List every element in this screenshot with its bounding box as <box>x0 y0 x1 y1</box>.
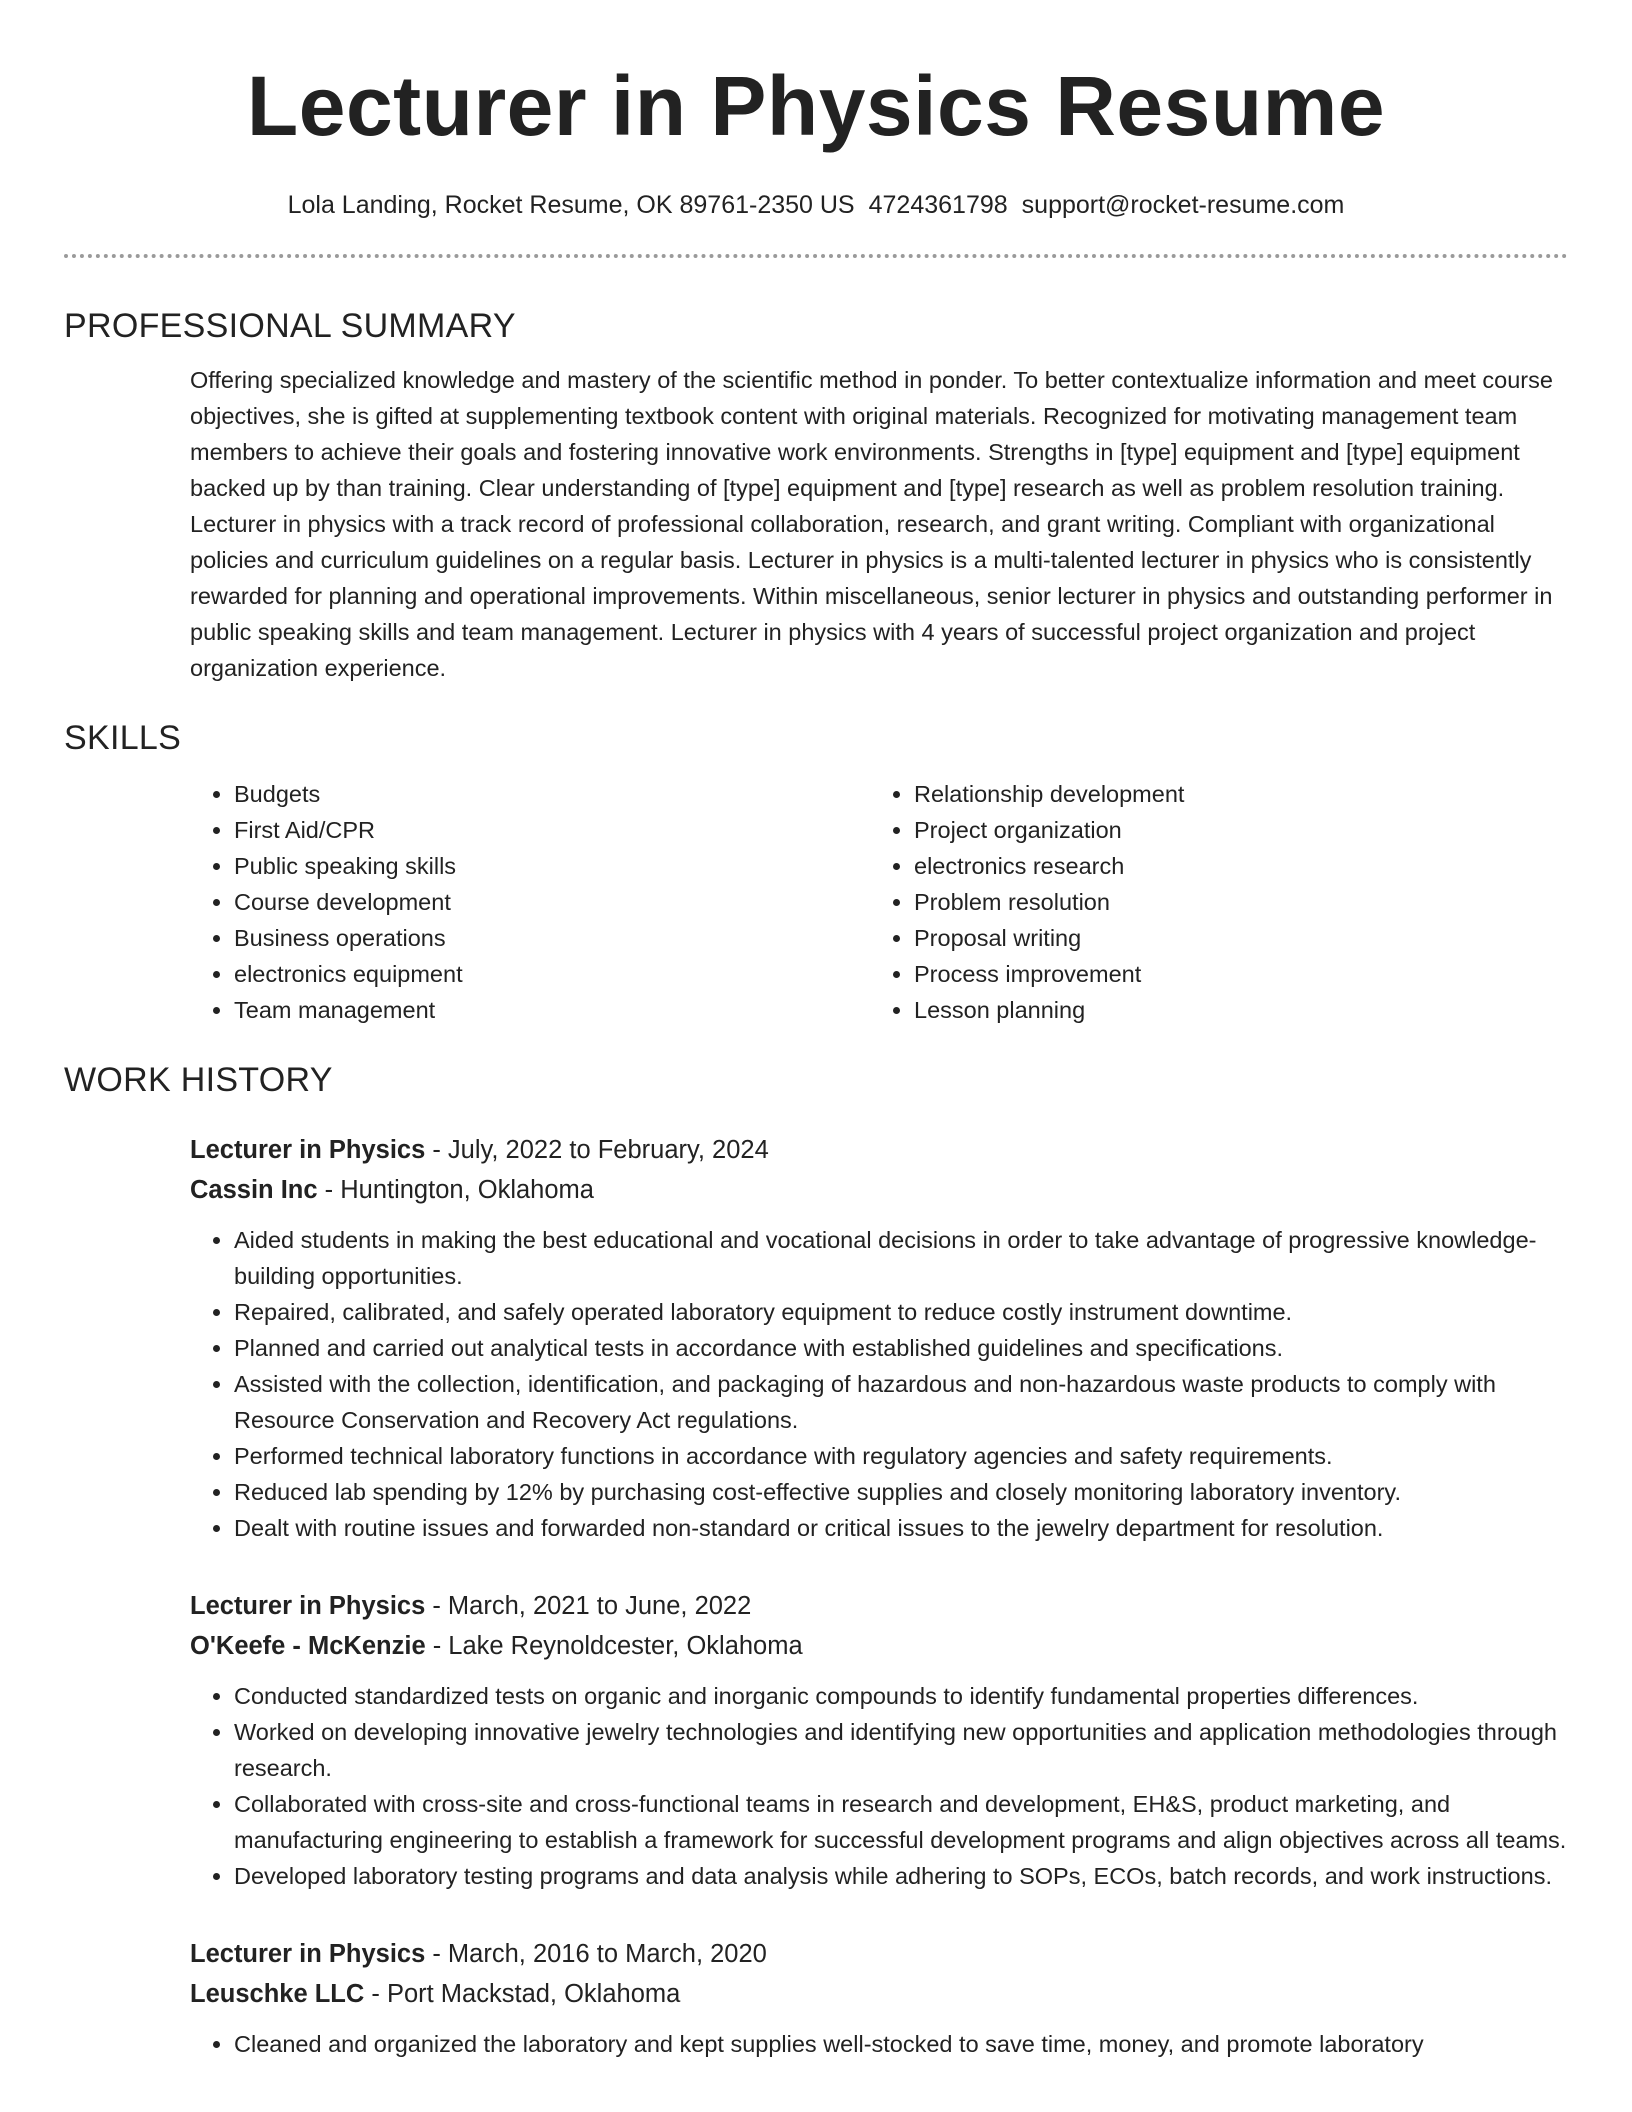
skill-item: • electronics research <box>914 848 1184 884</box>
job-title: Lecturer in Physics <box>190 1136 426 1164</box>
job-bullet: • Assisted with the collection, identification, and packaging of hazardous and non-hazardous waste products to comply with Resource Conservation and Recovery Act regulations. <box>234 1366 1568 1438</box>
job-bullet: • Performed technical laboratory functions in accordance with regulatory agencies and safety requirements. <box>234 1438 1568 1474</box>
job-dates: - March, 2021 to June, 2022 <box>425 1592 752 1620</box>
job-bullet: • Conducted standardized tests on organic and inorganic compounds to identify fundamental properties differences. <box>234 1678 1568 1714</box>
job-bullet: • Planned and carried out analytical tests in accordance with established guidelines and specifications. <box>234 1330 1568 1366</box>
skill-item: • Project organization <box>914 812 1184 848</box>
skill-item: • Process improvement <box>914 956 1184 992</box>
skill-item: • Public speaking skills <box>234 848 870 884</box>
job-title: Lecturer in Physics <box>190 1592 426 1620</box>
job-entry <box>190 1586 1568 1894</box>
skill-item: • Business operations <box>234 920 870 956</box>
job-location: - Huntington, Oklahoma <box>317 1176 594 1204</box>
skill-item: • Course development <box>234 884 870 920</box>
skill-item: • Team management <box>234 992 870 1028</box>
work-heading: WORK HISTORY <box>64 1061 333 1099</box>
job-company-line <box>190 1170 1568 1210</box>
contact-line <box>64 190 1568 220</box>
skills-section <box>64 776 1568 1028</box>
job-bullet: • Cleaned and organized the laboratory and kept supplies well-stocked to save time, money, and promote laboratory <box>234 2026 1568 2062</box>
job-bullets <box>190 1678 1568 1894</box>
skills-right-list <box>870 776 1184 1028</box>
resume-title: Lecturer in Physics Resume <box>246 59 1386 153</box>
job-bullets <box>190 1222 1568 1546</box>
job-company-line <box>190 1974 1568 2014</box>
job-entry <box>190 1934 1568 2062</box>
summary-section <box>64 362 1568 686</box>
work-history-section <box>64 1130 1568 2062</box>
job-bullet: • Developed laboratory testing programs and data analysis while adhering to SOPs, ECOs, batch records, and work instructions. <box>234 1858 1568 1894</box>
summary-heading: PROFESSIONAL SUMMARY <box>64 307 516 345</box>
job-company: O'Keefe - McKenzie <box>190 1632 426 1660</box>
job-location: - Lake Reynoldcester, Oklahoma <box>425 1632 803 1660</box>
skill-item: • First Aid/CPR <box>234 812 870 848</box>
contact-address: Lola Landing, Rocket Resume, OK 89761-2350 US <box>287 191 855 219</box>
skill-item: • Lesson planning <box>914 992 1184 1028</box>
job-title-line <box>190 1130 1568 1170</box>
skills-columns <box>190 776 1568 1028</box>
contact-phone: 4724361798 <box>868 191 1008 219</box>
job-dates: - July, 2022 to February, 2024 <box>425 1136 769 1164</box>
skill-item: • Problem resolution <box>914 884 1184 920</box>
job-bullet: • Collaborated with cross-site and cross-functional teams in research and development, EH&S, product marketing, and manufacturing engineering to establish a framework for successful development programs and align objectives across all teams. <box>234 1786 1568 1858</box>
contact-email: support@rocket-resume.com <box>1021 191 1345 219</box>
summary-text: Offering specialized knowledge and mastery of the scientific method in ponder. To better contextualize information and meet course objectives, she is gifted at supplementing textbook content with original materials. Recognized for motivating management team members to achieve their goals and fostering innovative work environments. Strengths in [type] equipment and [type] equipment backed up by than training. Clear understanding of [type] equipment and [type] research as well as problem resolution training. Lecturer in physics with a track record of professional collaboration, research, and grant writing. Compliant with organizational policies and curriculum guidelines on a regular basis. Lecturer in physics is a multi-talented lecturer in physics who is consistently rewarded for planning and operational improvements. Within miscellaneous, senior lecturer in physics and outstanding performer in public speaking skills and team management. Lecturer in physics with 4 years of successful project organization and project organization experience. <box>190 367 1553 681</box>
skills-heading: SKILLS <box>64 719 182 757</box>
job-bullet: • Dealt with routine issues and forwarded non-standard or critical issues to the jewelry department for resolution. <box>234 1510 1568 1546</box>
job-location: - Port Mackstad, Oklahoma <box>364 1980 681 2008</box>
job-bullet: • Repaired, calibrated, and safely operated laboratory equipment to reduce costly instrument downtime. <box>234 1294 1568 1330</box>
job-title-line <box>190 1934 1568 1974</box>
job-company: Leuschke LLC <box>190 1980 365 2008</box>
skill-item: • Proposal writing <box>914 920 1184 956</box>
job-bullet: • Worked on developing innovative jewelry technologies and identifying new opportunities and application methodologies through research. <box>234 1714 1568 1786</box>
job-company-line <box>190 1626 1568 1666</box>
job-company: Cassin Inc <box>190 1176 318 1204</box>
skill-item: • electronics equipment <box>234 956 870 992</box>
job-bullets <box>190 2026 1568 2062</box>
job-entry <box>190 1130 1568 1546</box>
header-divider <box>64 254 1568 258</box>
skills-left-list <box>190 776 870 1028</box>
job-bullet: • Aided students in making the best educational and vocational decisions in order to take advantage of progressive knowledge-building opportunities. <box>234 1222 1568 1294</box>
job-title-line <box>190 1586 1568 1626</box>
job-dates: - March, 2016 to March, 2020 <box>425 1940 767 1968</box>
skill-item: • Relationship development <box>914 776 1184 812</box>
skill-item: • Budgets <box>234 776 870 812</box>
job-bullet: • Reduced lab spending by 12% by purchasing cost-effective supplies and closely monitoring laboratory inventory. <box>234 1474 1568 1510</box>
job-title: Lecturer in Physics <box>190 1940 426 1968</box>
